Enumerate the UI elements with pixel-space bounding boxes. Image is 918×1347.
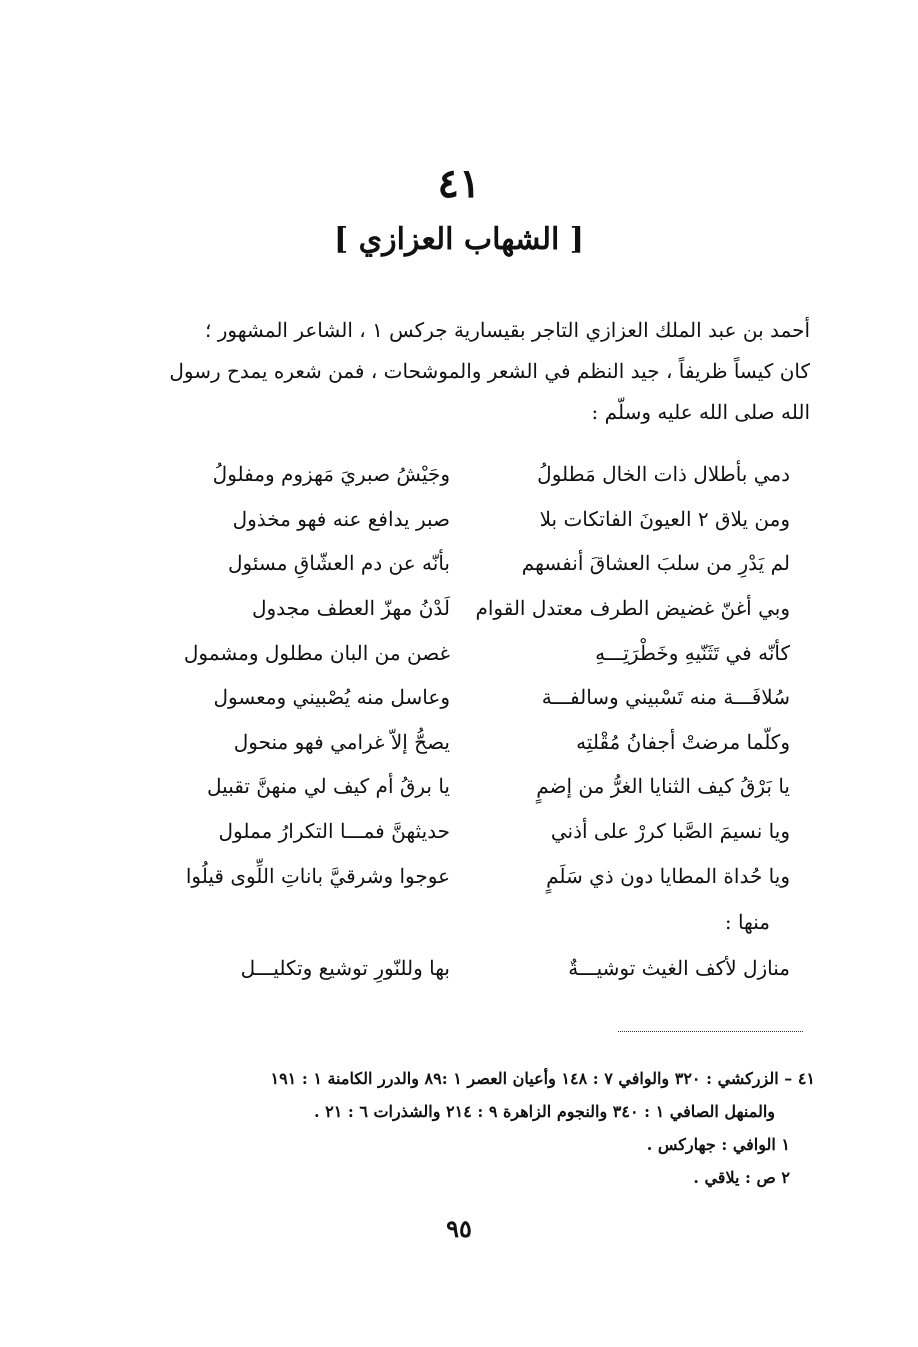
footnote-2: ٢ ص : يلاقي . <box>693 1168 790 1187</box>
verse-second-hemistich: وجَيْشُ صبريَ مَهزوم ومفلولُ <box>212 462 450 487</box>
footnote-divider <box>618 1031 803 1032</box>
verse-second-hemistich: يصحُّ إلاّ غرامي فهو منحول <box>233 729 450 754</box>
intro-line: كان كيساً ظريفاً ، جيد النظم في الشعر والموشحات ، فمن شعره يمدح رسول <box>169 359 810 383</box>
poem-verse <box>130 809 790 854</box>
poem-verse <box>130 764 790 809</box>
chapter-title: [ الشهاب العزازي ] <box>334 222 584 257</box>
poem <box>130 452 790 898</box>
verse-first-hemistich: كأنّه في تَثَنّيهِ وخَطْرَتِـــهِ <box>595 640 790 665</box>
verse-first-hemistich: سُلافَـــة منه تَسْبيني وسالفـــة <box>541 685 790 710</box>
verse-first-hemistich: منازل لأكف الغيث توشيـــةٌ <box>568 956 790 980</box>
footnote-1: ١ الوافي : جهاركس . <box>646 1135 790 1154</box>
verse-second-hemistich: لَدْنُ مهزّ العطف مجدول <box>251 596 450 621</box>
verse-first-hemistich: لم يَدْرِ من سلبَ العشاقَ أنفسهم <box>521 551 790 576</box>
verse-first-hemistich: ويا نسيمَ الصَّبا كررْ على أذني <box>550 819 790 844</box>
poem-verse <box>130 956 790 980</box>
verse-second-hemistich: صبر يدافع عنه فهو مخذول <box>232 506 450 531</box>
poem-verse <box>130 497 790 542</box>
verse-second-hemistich: حديثهنَّ فمـــا التكرارُ مملول <box>218 819 450 844</box>
verse-first-hemistich: ومن يلاق ٢ العيونَ الفاتكات بلا <box>539 506 790 531</box>
poem-verse <box>130 720 790 765</box>
verse-second-hemistich: عوجوا وشرقيَّ باناتِ اللِّوى قيلُوا <box>185 863 450 888</box>
verse-first-hemistich: دمي بأطلال ذات الخال مَطلولُ <box>537 462 790 487</box>
verse-second-hemistich: غصن من البان مطلول ومشمول <box>183 640 450 665</box>
page-number: ٩٥ <box>446 1214 472 1243</box>
poem-verse <box>130 675 790 720</box>
poem-verse <box>130 853 790 898</box>
verse-first-hemistich: وكلّما مرضتْ أجفانُ مُقْلتِه <box>576 729 790 754</box>
chapter-number: ٤١ <box>437 160 481 207</box>
poem-verse <box>130 586 790 631</box>
verse-second-hemistich: بها وللنّورِ توشيع وتكليـــل <box>240 956 450 980</box>
verse-first-hemistich: وبي أغنّ غضيض الطرف معتدل القوام <box>475 596 790 621</box>
verse-first-hemistich: يا بَرْقُ كيف الثنايا الغرُّ من إضمٍ <box>536 774 790 799</box>
poem-verse <box>130 541 790 586</box>
footnote-sources-continued: والمنهل الصافي ١ : ٣٤٠ والنجوم الزاهرة ٩ : ٢١٤ والشذرات ٦ : ٢١ . <box>313 1102 775 1121</box>
intro-line: الله صلى الله عليه وسلّم : <box>591 400 810 424</box>
verse-second-hemistich: بأنّه عن دم العشّاقِ مسئول <box>227 551 450 576</box>
excerpt-label: منها : <box>724 910 770 934</box>
verse-second-hemistich: يا برقُ أم كيف لي منهنَّ تقبيل <box>207 774 450 799</box>
intro-paragraph <box>110 310 810 433</box>
verse-second-hemistich: وعاسل منه يُصْبيني ومعسول <box>213 685 450 710</box>
poem-verse <box>130 452 790 497</box>
verse-first-hemistich: ويا حُداة المطايا دون ذي سَلَمٍ <box>546 863 790 888</box>
footnote-sources: ٤١ – الزركشي : ٣٢٠ والوافي ٧ : ١٤٨ وأعيان العصر ١ :٨٩ والدرر الكامنة ١ : ١٩١ <box>270 1069 815 1088</box>
footnotes <box>100 1062 815 1194</box>
intro-line: أحمد بن عبد الملك العزازي التاجر بقيسارية جركس ١ ، الشاعر المشهور ؛ <box>205 318 810 342</box>
poem-verse <box>130 630 790 675</box>
